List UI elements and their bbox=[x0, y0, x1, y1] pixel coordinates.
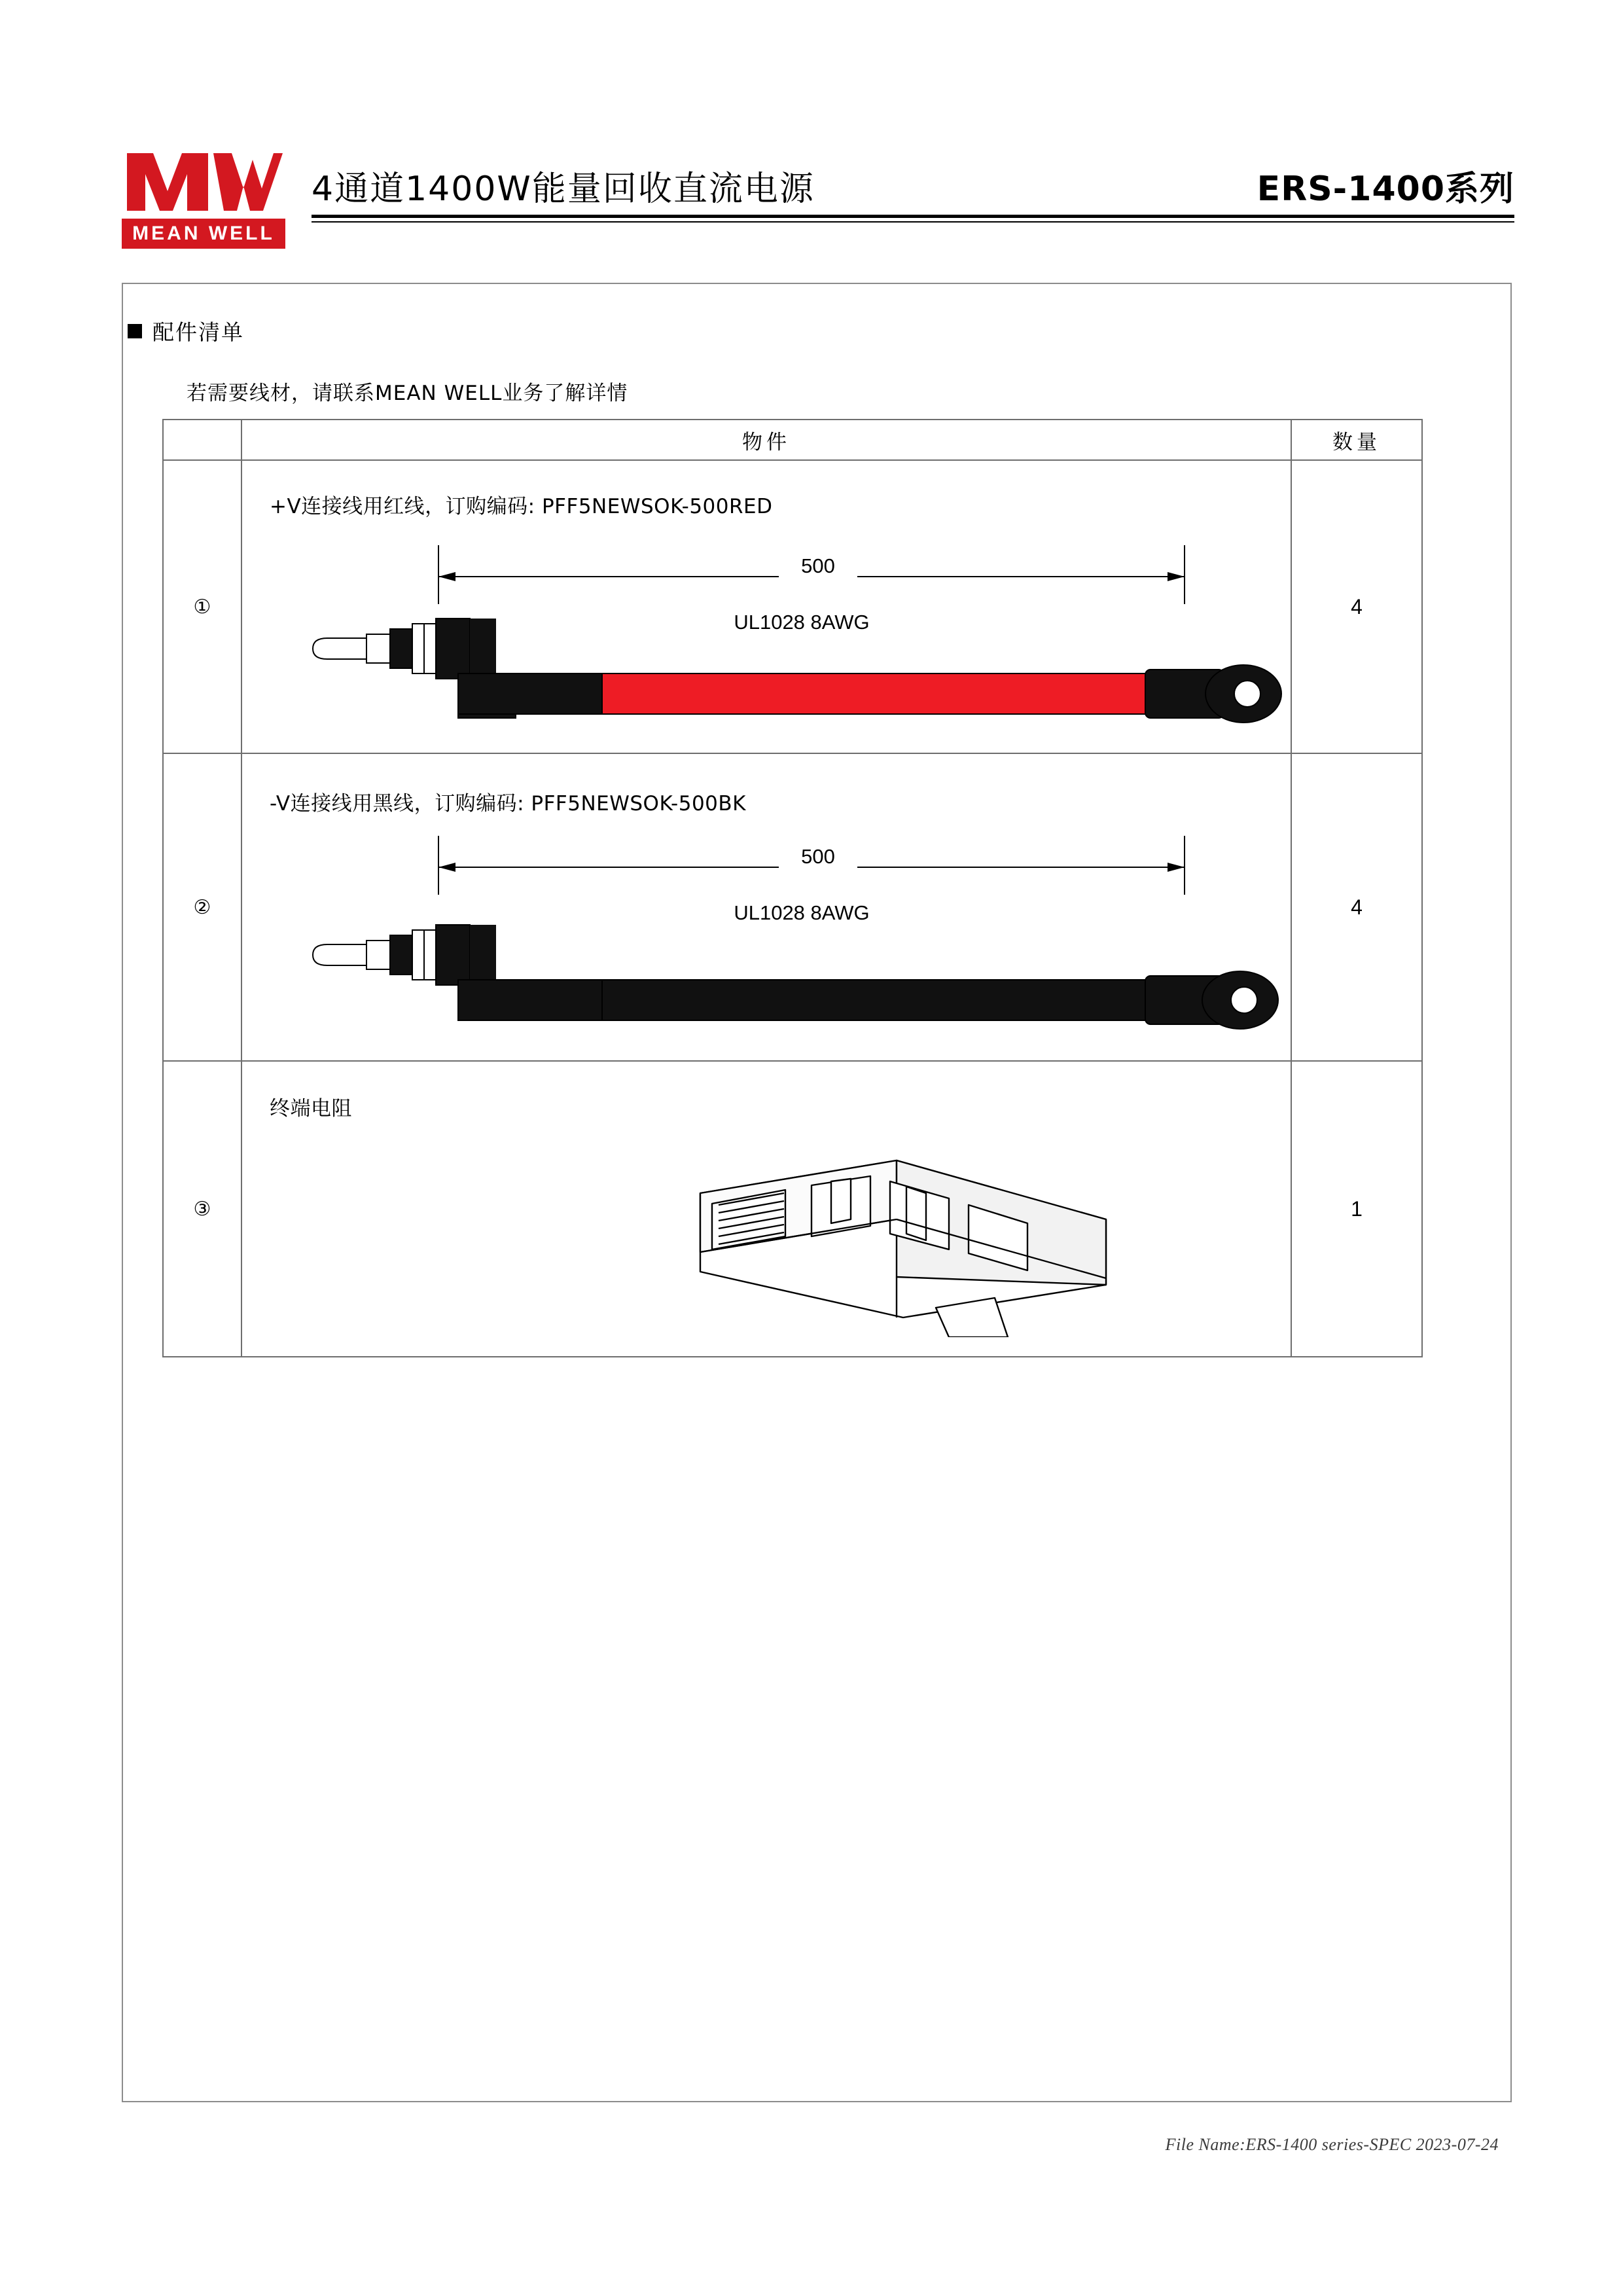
page-header bbox=[122, 137, 1514, 262]
row-index: ③ bbox=[163, 1061, 241, 1357]
table-row bbox=[163, 1061, 1422, 1357]
header-blank bbox=[163, 420, 241, 460]
row-item-cell bbox=[241, 1061, 1291, 1357]
footer-filename: File Name:ERS-1400 series-SPEC 2023-07-24 bbox=[1165, 2135, 1499, 2154]
table-row bbox=[163, 753, 1422, 1061]
mw-logo-icon bbox=[122, 145, 285, 219]
row-item-cell bbox=[241, 753, 1291, 1061]
section-heading bbox=[128, 315, 244, 346]
svg-text:UL1028 8AWG: UL1028 8AWG bbox=[734, 611, 870, 634]
section-heading-label: 配件清单 bbox=[152, 319, 244, 345]
table-header-row bbox=[163, 420, 1422, 460]
row-qty: 4 bbox=[1291, 460, 1422, 753]
section-note: 若需要线材，请联系MEAN WELL业务了解详情 bbox=[187, 382, 628, 405]
header-divider-thin bbox=[312, 221, 1514, 223]
row-label: -V连接线用黑线，订购编码: PFF5NEWSOK-500BK bbox=[270, 792, 746, 816]
cable-illustration-red bbox=[242, 519, 1291, 738]
row-qty: 1 bbox=[1291, 1061, 1422, 1357]
row-label: 终端电阻 bbox=[270, 1097, 352, 1121]
svg-text:500: 500 bbox=[801, 554, 835, 577]
svg-text:UL1028 8AWG: UL1028 8AWG bbox=[734, 901, 870, 924]
header-item: 物件 bbox=[241, 420, 1291, 460]
row-label: +V连接线用红线，订购编码: PFF5NEWSOK-500RED bbox=[270, 495, 773, 518]
header-qty: 数量 bbox=[1291, 420, 1422, 460]
row-index: ② bbox=[163, 753, 241, 1061]
row-index: ① bbox=[163, 460, 241, 753]
series-name: ERS-1400系列 bbox=[1257, 170, 1514, 209]
terminator-illustration bbox=[242, 1121, 1291, 1340]
row-qty: 4 bbox=[1291, 753, 1422, 1061]
accessory-table bbox=[162, 419, 1423, 1357]
row-item-cell bbox=[241, 460, 1291, 753]
table-row bbox=[163, 460, 1422, 753]
header-divider bbox=[312, 215, 1514, 218]
svg-text:500: 500 bbox=[801, 845, 835, 868]
cable-illustration-black bbox=[242, 816, 1291, 1042]
document-title: 4通道1400W能量回收直流电源 bbox=[312, 170, 815, 209]
meanwell-logo bbox=[122, 145, 285, 253]
bullet-square-icon bbox=[128, 324, 142, 338]
brand-name: MEAN WELL bbox=[122, 219, 285, 249]
